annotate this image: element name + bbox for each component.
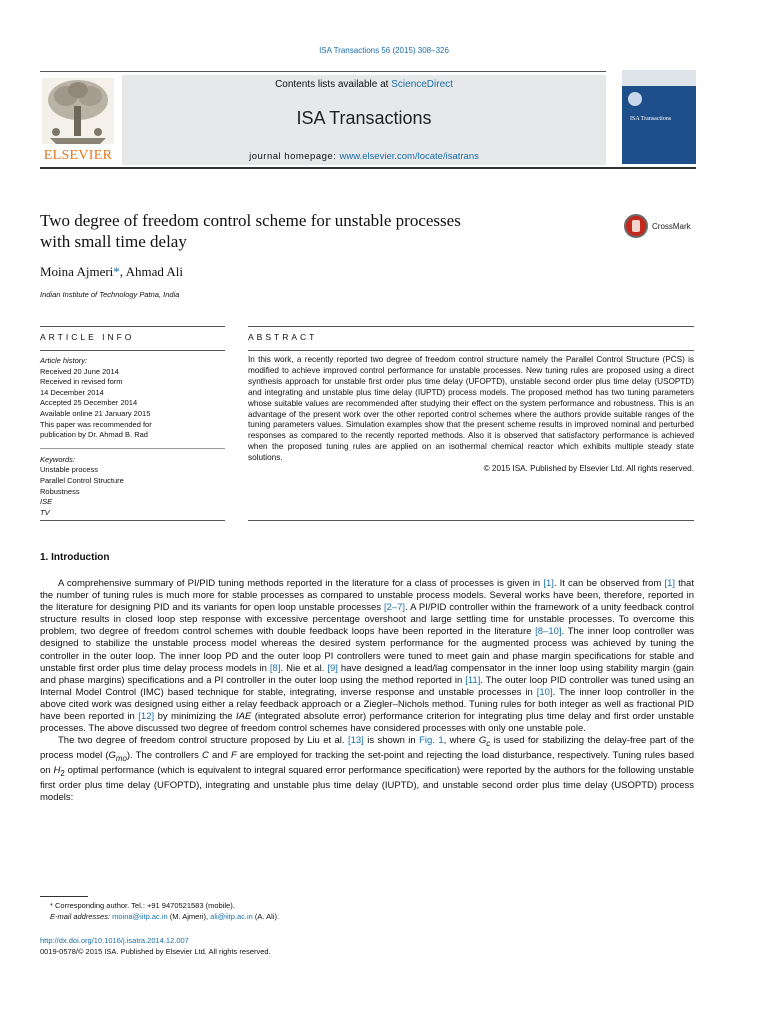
journal-name: ISA Transactions — [296, 108, 432, 128]
author-1: Moina Ajmeri — [40, 264, 114, 279]
doi-link[interactable]: http://dx.doi.org/10.1016/j.isatra.2014.12.007 — [40, 936, 189, 945]
text-run: is shown in — [363, 735, 420, 747]
issn-line: 0019-0578/© 2015 ISA. Published by Elsevier Ltd. All rights reserved. — [40, 947, 271, 956]
math-symbol: H — [53, 765, 61, 777]
intro-paragraph-2 — [40, 735, 694, 804]
email-link-1[interactable]: moina@iitp.ac.in — [112, 912, 168, 921]
footnotes — [40, 900, 279, 922]
article-info-heading: ARTICLE INFO — [40, 332, 135, 342]
history-item: Accepted 25 December 2014 — [40, 398, 138, 408]
text-run: by minimizing the — [154, 711, 237, 723]
emphasis-term: IAE — [236, 711, 252, 723]
history-item: Received 20 June 2014 — [40, 366, 119, 376]
history-item: Received in revised form — [40, 377, 123, 387]
journal-citation[interactable]: ISA Transactions 56 (2015) 308–326 — [319, 46, 449, 55]
keyword: Parallel Control Structure — [40, 475, 124, 485]
doi-block — [40, 935, 271, 957]
reference-link[interactable]: [11] — [465, 674, 481, 686]
email-owner-1: (M. Ajmeri), — [167, 912, 211, 921]
affiliation: Indian Institute of Technology Patna, India — [40, 290, 180, 299]
text-run: have designed a lead/lag compensator in the inner loop using stability margin (gain and phase margins) specifications and a PI controller in the outer loop using the method reported in — [40, 662, 694, 686]
history-label: Article history: — [40, 356, 88, 365]
reference-link[interactable]: [1] — [664, 578, 676, 589]
text-run: A comprehensive summary of PI/PID tuning methods reported in the literature for a class of processes is given in — [58, 578, 544, 589]
history-item: 14 December 2014 — [40, 387, 104, 397]
history-item: Available online 21 January 2015 — [40, 408, 151, 418]
email-note — [40, 911, 279, 922]
text-run: , where — [443, 735, 479, 747]
intro-paragraph-1 — [40, 578, 694, 735]
math-subscript: c — [486, 739, 491, 749]
text-run: and — [208, 750, 231, 762]
email-label: E-mail addresses: — [50, 912, 113, 921]
author-2: Ahmad Ali — [125, 264, 184, 279]
keyword: Robustness — [40, 486, 80, 496]
text-run: are employed for tracking the set-point and rejecting the load disturbance, respectively. Tuning rules based on — [40, 750, 694, 777]
text-run: ). The controllers — [126, 750, 203, 762]
history-item: This paper was recommended for — [40, 419, 152, 429]
email-link-2[interactable]: ali@iitp.ac.in — [210, 912, 253, 921]
text-run: . Nie et al. — [280, 662, 328, 674]
author-separator: , — [119, 264, 126, 279]
corresponding-author-note: * Corresponding author. Tel.: +91 9470521583 (mobile). — [50, 901, 235, 910]
contents-line — [122, 79, 606, 90]
text-run: . It can be observed from — [553, 578, 665, 589]
text-run: . The outer loop PID controller was tuned using an Internal Model Control (IMC) based technique for stable, integrating, inverse response and unstable processes in — [40, 674, 694, 698]
reference-link[interactable]: [9] — [327, 662, 338, 674]
reference-link[interactable]: [13] — [347, 735, 364, 747]
figure-link[interactable]: Fig. 1 — [419, 735, 444, 747]
history-item: publication by Dr. Ahmad B. Rad — [40, 430, 148, 440]
math-symbol: C — [202, 750, 209, 762]
abstract-text: In this work, a recently reported two degree of freedom control structure namely the Parallel Control Structure (PCS) is modified to achieve improved control performance for unstable processes. New tuning rules are proposed using a direct synthesis approach for unstable first order plus time delay (UFOPTD), unstable second order plus time delay (USOPTD) and integrating and unstable plus time delay (IUPTD) process models. The proposed method has two tuning parameters whose suitable values are recommended after studying their effect on the system performance and robustness. This is an advantage of the present work over the other reported control schemes where the authors provide suitable ranges of the tuning parameters values. Simulation examples show that the present scheme results in improved nominal and perturbed responses as compared to the recently reported methods. Also it is observed that satisfactory performance is achieved when the proposed tuning rules are applied on an isothermal chemical reactor which exhibits multiple steady state solutions. — [248, 355, 694, 463]
keywords-label: Keywords: — [40, 454, 76, 464]
cover-title: ISA Transactions — [630, 116, 672, 122]
reference-link[interactable]: [8] — [269, 662, 281, 674]
keyword: Unstable process — [40, 465, 98, 475]
homepage-prefix: journal homepage: — [249, 151, 340, 162]
text-run: (integrated absolute error) performance criterion for integrating plus time delay and first order unstable processes. The above discussed two degree of freedom control schemes have considered processes with only one unstable pole. — [40, 711, 694, 735]
reference-link[interactable]: [2–7] — [383, 602, 406, 614]
introduction-body — [40, 578, 694, 804]
footnote-rule — [40, 896, 88, 897]
masthead-top-rule — [40, 71, 606, 72]
abstract-copyright: © 2015 ISA. Published by Elsevier Ltd. All rights reserved. — [483, 464, 694, 474]
reference-link[interactable]: [10] — [536, 686, 553, 698]
crossmark-icon — [624, 214, 648, 238]
text-run: that the number of tuning rules is much more for stable processes as compared to unstable process models. Several works have been, therefore, reported in the literature for designing PID and its variants for open loop unstable processes — [40, 578, 694, 614]
email-owner-2: (A. Ali). — [252, 912, 280, 921]
text-run: . The inner loop controller was designed to stabilize the unstable process model whereas the desired system performance for the augmented process was achieved by tuning the controller in the outer loop. The inner loop PD and the outer loop PI controllers were tuned to meet gain and phase margin specifications for stable and unstable first order plus time delay process models in — [40, 626, 694, 674]
cover-emblem — [628, 92, 642, 106]
abstract-heading: ABSTRACT — [248, 332, 318, 342]
contents-prefix: Contents lists available at — [275, 79, 392, 90]
introduction-heading: 1. Introduction — [40, 552, 110, 563]
title-line-2: with small time delay — [40, 232, 187, 251]
text-run: is used for stabilizing the delay-free part of the process model ( — [40, 735, 694, 762]
keyword: TV — [40, 507, 50, 517]
math-symbol: F — [230, 750, 237, 762]
info-rule-mid — [40, 350, 225, 351]
reference-link[interactable]: [12] — [138, 711, 155, 723]
paper-title — [40, 210, 600, 252]
info-rule-top — [40, 326, 225, 327]
keyword: ISE — [40, 497, 53, 507]
title-line-1: Two degree of freedom control scheme for unstable processes — [40, 211, 461, 230]
cover-header-strip — [622, 70, 696, 86]
math-symbol: G — [108, 750, 116, 762]
abstract-rule-mid — [248, 350, 694, 351]
author-list — [40, 264, 183, 280]
reference-link[interactable]: [1] — [543, 578, 554, 589]
article-info — [40, 356, 225, 518]
abstract-rule-top — [248, 326, 694, 327]
reference-link[interactable]: [8–10] — [535, 626, 562, 638]
text-run: The two degree of freedom control structure proposed by Liu et al. — [58, 735, 348, 747]
abstract-body — [248, 355, 694, 475]
homepage-link[interactable]: www.elsevier.com/locate/isatrans — [339, 151, 479, 162]
math-subscript: mo — [115, 754, 127, 764]
elsevier-wordmark: ELSEVIER — [43, 148, 113, 163]
text-run: optimal performance (which is equivalent to integral squared error performance specification) were reported by the authors for the following unstable first order plus time delay (UFOPTD), integrating and unstable plus time delay (IUPTD), and unstable second order plus time delay (USOPTD) process models: — [40, 765, 694, 804]
corresponding-author-mark[interactable]: * — [113, 264, 120, 279]
text-run: . A PI/PID controller within the framework of a unity feedback control structure results in closed loop step response with excessive percentage overshoot and large settling time for unstable processes. To overcome this problem, two degree of freedom control schemes with double feedback loops have been reported in the literature — [40, 602, 694, 638]
crossmark-button[interactable] — [624, 214, 691, 238]
math-subscript: 2 — [60, 769, 65, 779]
abstract-rule-bottom — [248, 520, 694, 521]
math-symbol: G — [478, 735, 487, 747]
journal-cover-thumbnail[interactable] — [622, 70, 696, 164]
journal-homepage — [122, 151, 606, 162]
crossmark-label: CrossMark — [652, 221, 691, 231]
masthead-bottom-rule — [40, 167, 696, 169]
info-rule-bottom — [40, 520, 225, 521]
sciencedirect-link[interactable]: ScienceDirect — [391, 79, 453, 90]
text-run: . The inner loop controller in the above cited work was designed using either a relay feedback approach or a Ziegler–Nichols method. Tuning rules for both integer as well as fractional PID have been reported in — [40, 686, 694, 723]
